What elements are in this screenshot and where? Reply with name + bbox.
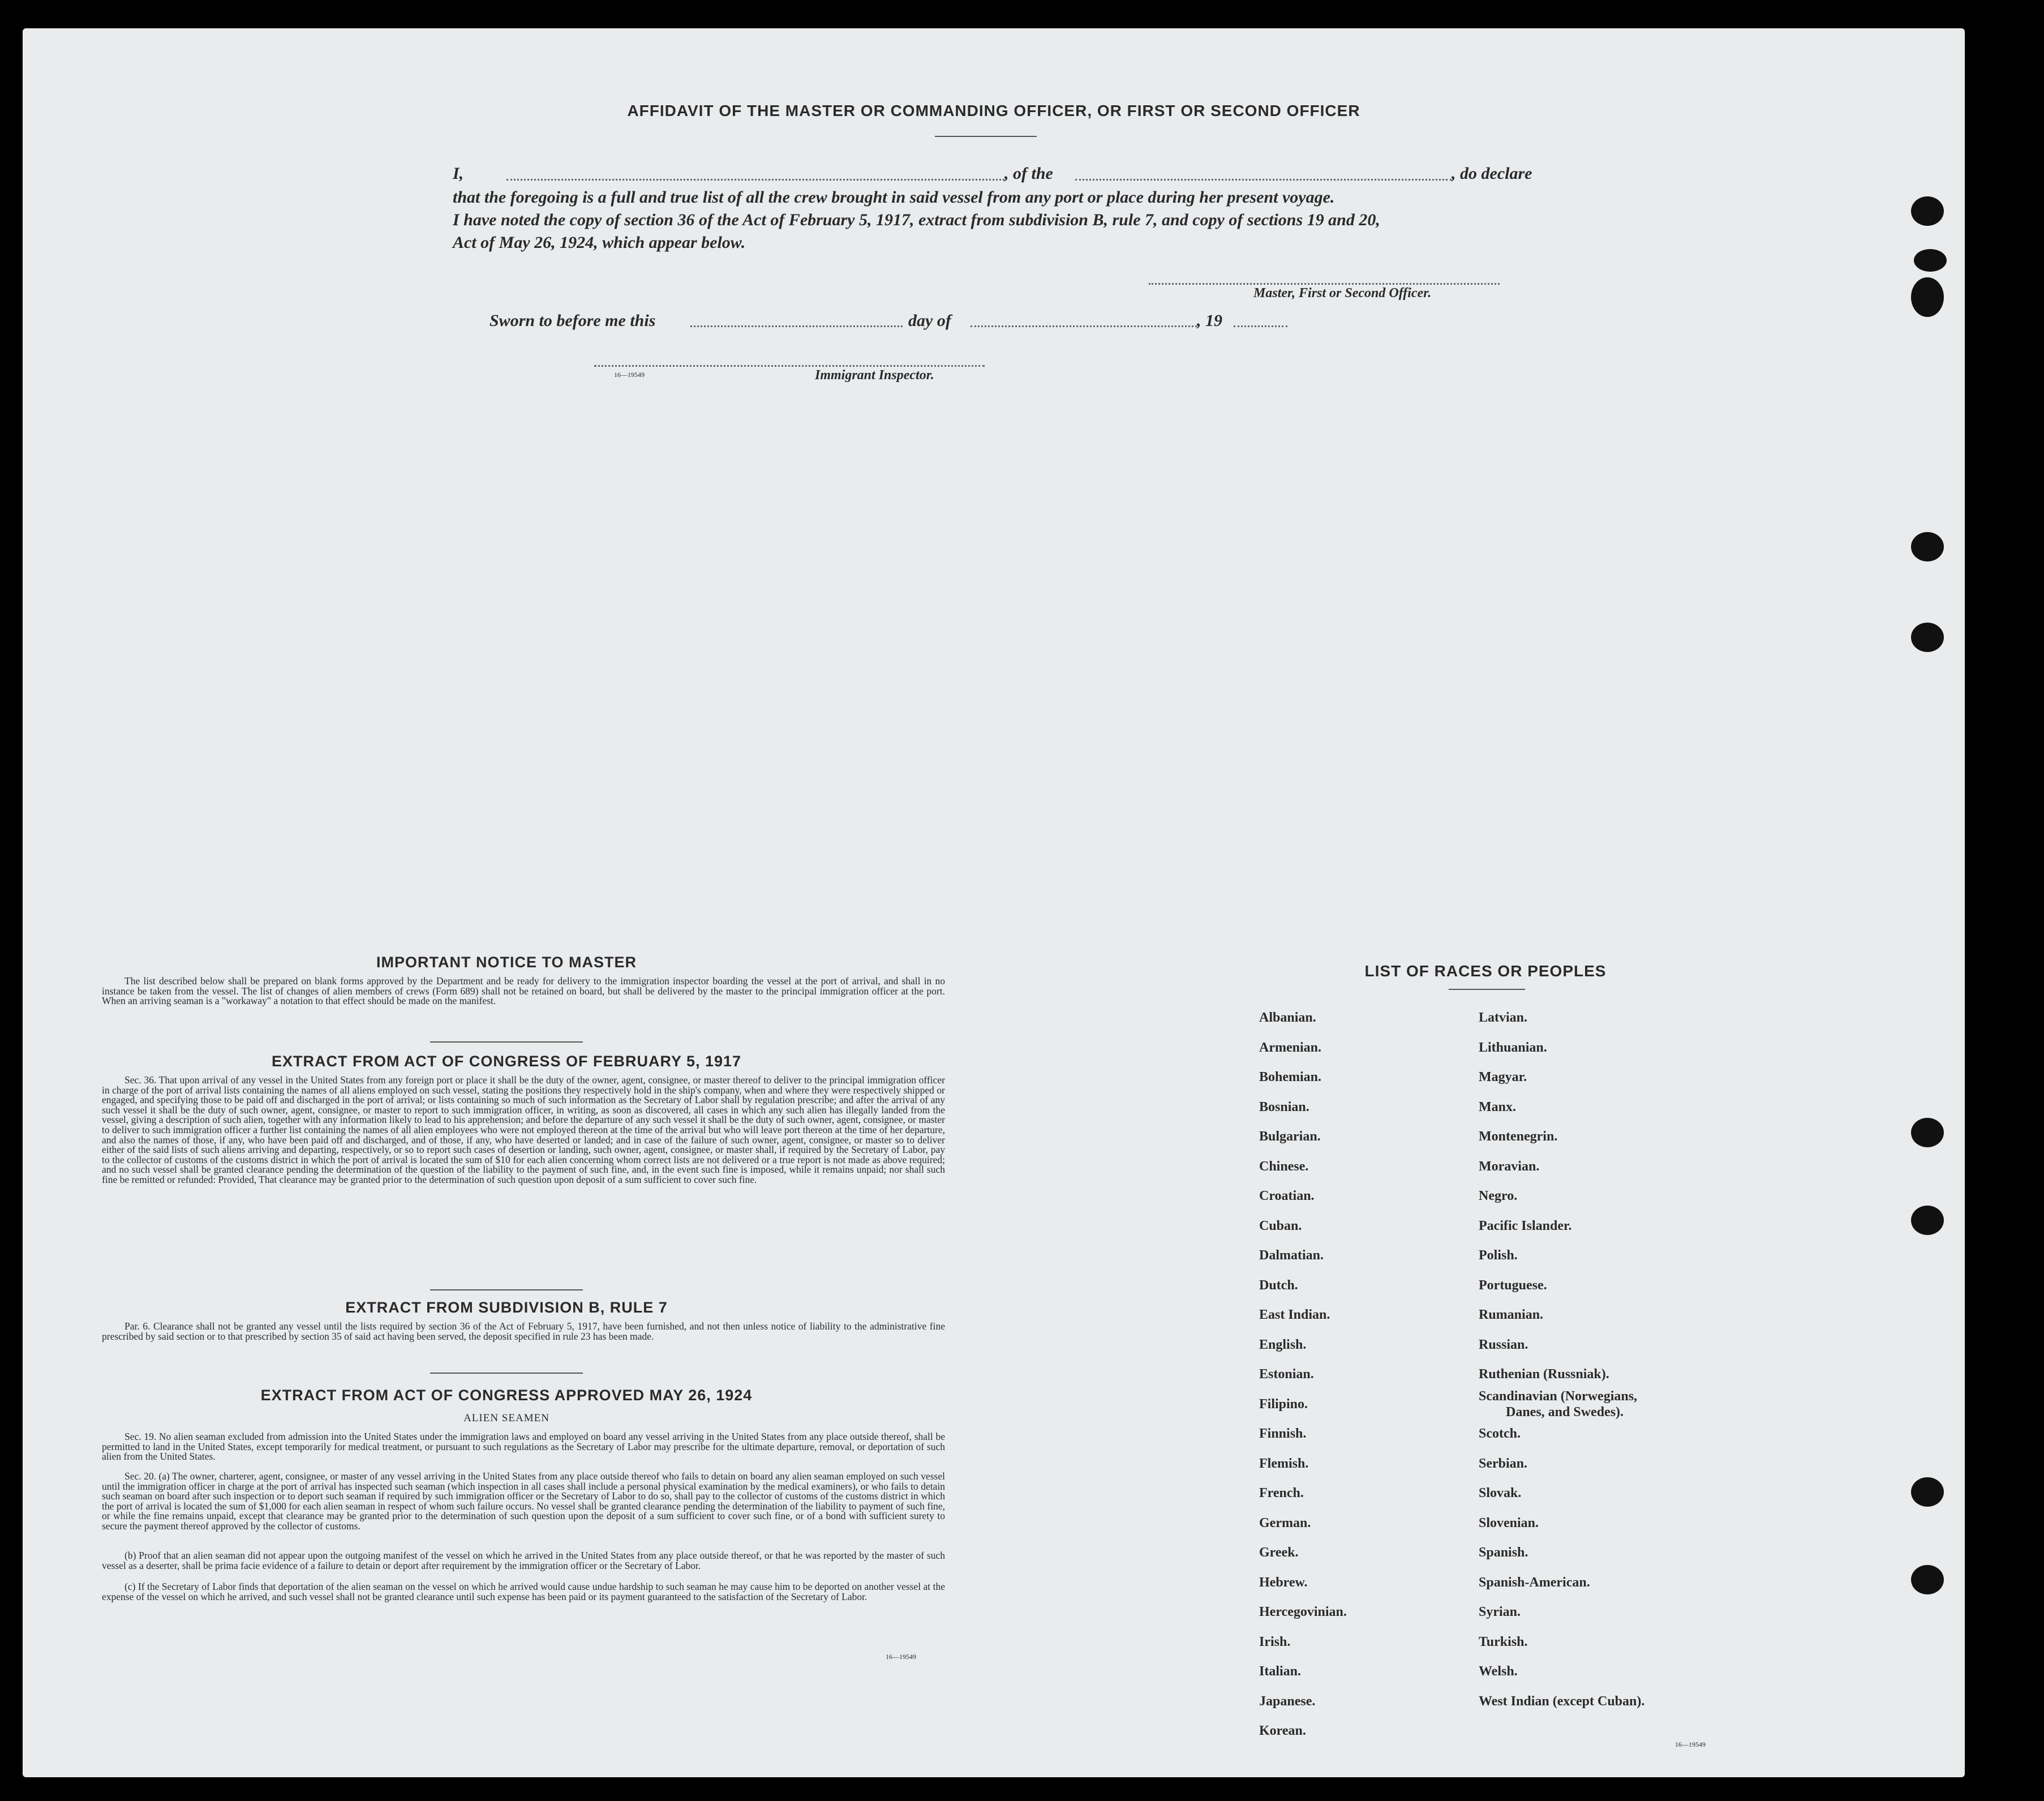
race-item: Danes, and Swedes). [1506,1404,1624,1420]
race-item: Dutch. [1259,1277,1298,1293]
race-item: Montenegrin. [1479,1129,1558,1144]
extract-1917-title: EXTRACT FROM ACT OF CONGRESS OF FEBRUARY 5, 1917 [271,1053,742,1070]
form-number: 16—19549 [886,1653,916,1661]
vessel-name-field[interactable] [1075,179,1452,181]
race-item: Slovak. [1479,1486,1522,1500]
race-item: Armenian. [1259,1040,1321,1055]
alien-seamen-subtitle: ALIEN SEAMEN [463,1412,549,1424]
race-item: Hercegovinian. [1259,1605,1347,1619]
race-item: Polish. [1479,1248,1518,1263]
race-item: Negro. [1479,1189,1518,1203]
declarant-prefix: I, [453,164,464,183]
race-item: Irish. [1259,1634,1291,1649]
race-item: Greek. [1259,1545,1299,1560]
race-item: Syrian. [1479,1605,1521,1619]
race-item: Lithuanian. [1479,1040,1547,1055]
race-item: French. [1259,1486,1304,1500]
race-item: Filipino. [1259,1396,1308,1412]
race-item: Cuban. [1259,1218,1302,1233]
important-notice-text: The list described below shall be prepared on blank forms approved by the Department and be ready for delivery to the immigration inspector boarding the vessel at the port of arrival, and shall in no instance be taken from the vessel. The list of changes of alien members of crews (Form 689) shall not be retained on board, but shall be delivered by the master to the principal immigration officer at the port. When an arriving seaman is a "workaway" a notation to that effect should be made on the manifest. [102,975,945,1007]
race-item: Japanese. [1259,1693,1316,1709]
race-item: Finnish. [1259,1426,1307,1441]
sworn-label: Sworn to before me this [489,311,656,330]
inspector-signature-label: Immigrant Inspector. [815,368,934,383]
punch-hole [1911,1565,1944,1594]
affidavit-line-2: that the foregoing is a full and true list of all the crew brought in said vessel from any port or place during her present voyage. [453,188,1335,207]
form-page [23,28,1965,1777]
punch-hole [1911,532,1944,561]
year-label: , 19 [1197,311,1222,330]
race-item: Scotch. [1479,1426,1521,1441]
day-of-label: day of [908,311,951,330]
race-item: Turkish. [1479,1634,1528,1649]
race-item: Korean. [1259,1723,1306,1738]
race-item: East Indian. [1259,1307,1330,1322]
affidavit-line-4: Act of May 26, 1924, which appear below. [453,233,746,252]
race-item: Welsh. [1479,1664,1518,1679]
race-item: Manx. [1479,1099,1516,1114]
race-item: Magyar. [1479,1070,1527,1084]
race-item: Russian. [1479,1337,1528,1352]
race-item: Scandinavian (Norwegians, [1479,1388,1638,1404]
punch-hole [1911,1206,1944,1235]
race-item: Bosnian. [1259,1099,1309,1114]
race-item: Albanian. [1259,1010,1316,1025]
rule-7-text: Par. 6. Clearance shall not be granted any vessel until the lists required by section 36 of the Act of February 5, 1917, have been furnished, and not then unless notice of liability to the administrative fine prescribed by said section or to that prescribed by section 35 of said act having been served, the deposit specified in rule 23 has been made. [102,1320,945,1342]
race-item: Chinese. [1259,1159,1309,1174]
race-item: West Indian (except Cuban). [1479,1693,1645,1709]
race-item: Italian. [1259,1664,1302,1679]
race-item: Serbian. [1479,1456,1528,1471]
sec-20a-text: Sec. 20. (a) The owner, charterer, agent, consignee, or master of any vessel arriving in the United States from any place outside thereof who fails to detain on board any alien seaman employed on such vessel until the immigration officer in charge at the port of arrival has inspected such seaman (which inspection in all cases shall include a personal physical examination by the medical examiners), or who fails to detain such seaman on board after such inspection or to deport such seaman if required by such immigration officer or the Secretary of Labor to do so, shall pay to the collector of customs of the customs district in which the port of arrival is located the sum of $1,000 for each alien seaman in respect of whom such failure occurs. No vessel shall be granted clearance pending the determination of the liability to payment of such fine, or while the fine remains unpaid, except that clearance may be granted prior to the determination of such question upon the deposit of a sum sufficient to cover such fine, or of a bond with sufficient surety to secure the payment thereof approved by the collector of customs. [102,1470,945,1532]
affidavit-line-3: I have noted the copy of section 36 of the Act of February 5, 1917, extract from subdivision B, rule 7, and copy of sections 19 and 20, [453,211,1380,229]
rule-7-title: EXTRACT FROM SUBDIVISION B, RULE 7 [345,1299,668,1316]
races-divider [1449,989,1525,990]
extract-1917-text: Sec. 36. That upon arrival of any vessel in the United States from any foreign port or place it shall be the duty of the owner, agent, consignee, or master thereof to deliver to the principal immigration officer in charge of the port of arrival lists containing the names of all aliens employed on such vessel, stating the positions they respectively hold in the ship's company, when and where they were respectively shipped or engaged, and specifying those to be paid off and discharged in the port of arrival; or lists containing so much of such information as the Secretary of Labor shall by regulation prescribe; and after the arrival of any such vessel it shall be the duty of such owner, agent, consignee, or master to report to such immigration officer, in writing, as soon as discovered, all cases in which any such alien has illegally landed from the vessel, giving a description of such alien, together with any information likely to lead to his apprehension; and before the departure of any such vessel it shall be the duty of such owner, agent, consignee, or master to deliver to such immigration officer a further list containing the names of all alien employees who were not employed thereon at the time of the arrival but who will leave port thereon at the time of her departure, and also the names of those, if any, who have been paid off and discharged, and of those, if any, who have deserted or landed; and in case of the failure of such owner, agent, consignee, or master so to deliver either of the said lists of such aliens arriving and departing, respectively, or so to report such cases of desertion or landing, such owner, agent, consignee, or master shall, if required by the Secretary of Labor, pay to the collector of customs of the customs district in which the port of arrival is located the sum of $10 for each alien concerning whom correct lists are not delivered or a true report is not made as above required; and no such vessel shall be granted clearance pending the determination of the question of the liability to the payment of such fine, and, in the event such fine is imposed, while it remains unpaid; nor shall such fine be remitted or refunded: Provided, That clearance may be granted prior to the determination of such question upon deposit of a sum sufficient to cover such fine. [102,1074,945,1185]
punch-hole [1911,196,1944,226]
race-item: Spanish-American. [1479,1575,1590,1590]
master-signature-field[interactable] [1149,283,1500,285]
race-item: English. [1259,1337,1307,1352]
race-item: Spanish. [1479,1545,1528,1560]
vessel-prefix: , of the [1004,164,1053,183]
sec-20c-text: (c) If the Secretary of Labor finds that deportation of the alien seaman on the vessel on which he arrived would cause undue hardship to such seaman he may cause him to be deported on another vessel at the expense of the vessel on which he arrived, and such vessel shall not be granted clearance until such expense has been paid or its payment guaranteed to the satisfaction of the Secretary of Labor. [102,1581,945,1602]
race-item: Rumanian. [1479,1307,1544,1322]
race-item: Hebrew. [1259,1575,1308,1590]
section-divider [430,1373,583,1374]
race-item: Moravian. [1479,1159,1540,1174]
race-item: Ruthenian (Russniak). [1479,1367,1609,1382]
race-item: Portuguese. [1479,1277,1547,1293]
punch-hole [1914,249,1947,272]
sworn-day-field[interactable] [690,325,903,327]
inspector-signature-field[interactable] [594,365,985,367]
punch-hole [1911,277,1944,317]
section-divider [430,1041,583,1043]
race-item: Latvian. [1479,1010,1528,1025]
race-item: German. [1259,1515,1311,1530]
sworn-year-field[interactable] [1234,325,1287,327]
race-item: Slovenian. [1479,1515,1539,1530]
declare-suffix: , do declare [1452,164,1532,183]
sec-19-text: Sec. 19. No alien seaman excluded from admission into the United States under the immigration laws and employed on board any vessel arriving in the United States from any place outside thereof, shall be permitted to land in the United States, except temporarily for medical treatment, or pursuant to such regulations as the Secretary of Labor may prescribe for the ultimate departure, removal, or deportation of such alien from the United States. [102,1431,945,1463]
section-divider [430,1289,583,1290]
declarant-name-field[interactable] [506,179,1004,181]
title-divider [935,136,1037,137]
races-title: LIST OF RACES OR PEOPLES [1364,962,1607,980]
form-number: 16—19549 [1675,1740,1706,1748]
race-item: Estonian. [1259,1367,1314,1382]
race-item: Croatian. [1259,1189,1315,1203]
sec-20b-text: (b) Proof that an alien seaman did not appear upon the outgoing manifest of the vessel on which he arrived in the United States from any place outside thereof, or that he was reported by the master of such vessel as a deserter, shall be prima facie evidence of a failure to detain or deport after requirement by the immigration officer or the Secretary of Labor. [102,1550,945,1571]
race-item: Bulgarian. [1259,1129,1321,1144]
extract-1924-title: EXTRACT FROM ACT OF CONGRESS APPROVED MAY 26, 1924 [260,1387,753,1404]
form-number: 16—19549 [614,371,645,379]
punch-hole [1911,1118,1944,1147]
important-notice-title: IMPORTANT NOTICE TO MASTER [376,954,637,971]
sworn-month-field[interactable] [971,325,1197,327]
race-item: Pacific Islander. [1479,1218,1572,1233]
master-signature-label: Master, First or Second Officer. [1253,286,1432,301]
affidavit-title: AFFIDAVIT OF THE MASTER OR COMMANDING OFFICER, OR FIRST OR SECOND OFFICER [627,102,1360,119]
punch-hole [1911,623,1944,652]
race-item: Bohemian. [1259,1070,1322,1084]
race-item: Dalmatian. [1259,1248,1324,1263]
punch-hole [1911,1477,1944,1507]
race-item: Flemish. [1259,1456,1309,1471]
